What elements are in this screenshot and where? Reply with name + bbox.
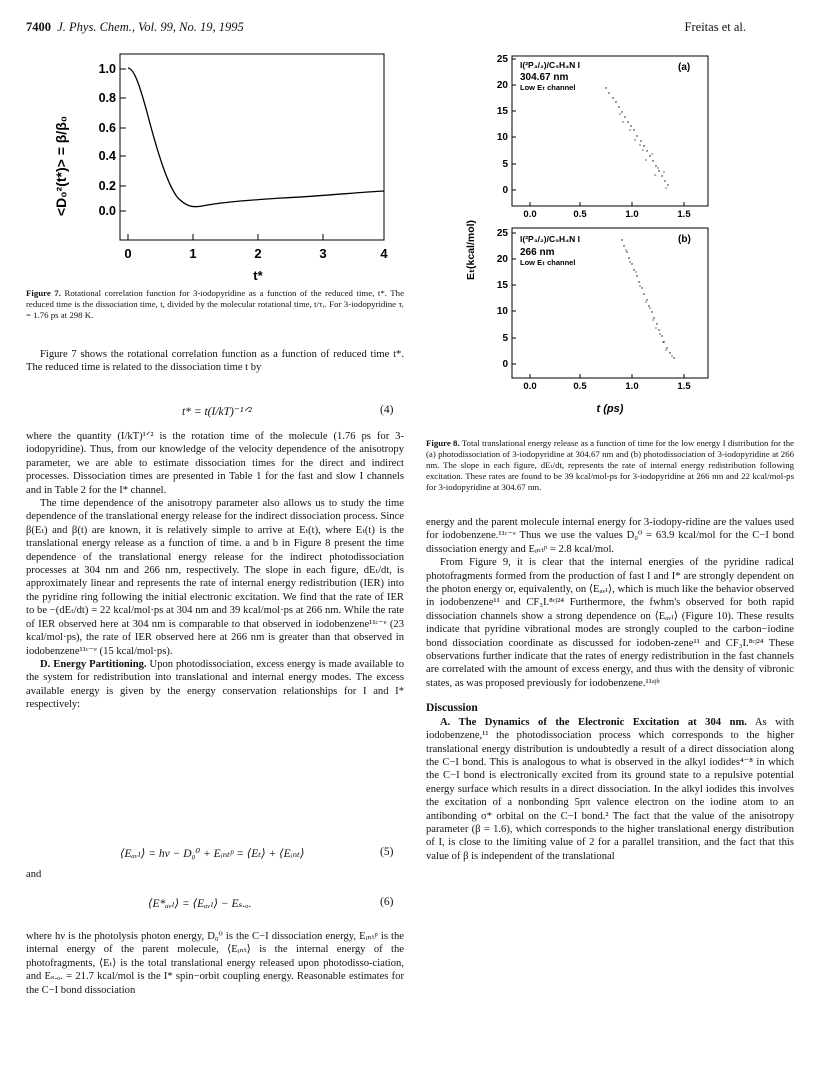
page-number: 7400 — [26, 20, 51, 34]
fig7-xticks — [124, 234, 388, 261]
fig7-frame — [120, 54, 384, 240]
fig8a-ytick: 15 — [496, 106, 508, 117]
fig8b-xtick: 0.5 — [573, 381, 587, 392]
fig8b-wavelength: 266 nm — [520, 247, 555, 258]
left-column-bottom — [26, 930, 404, 997]
fig8b-ytick: 0 — [502, 359, 508, 370]
fig8a-channel: Low Eₜ channel — [520, 83, 576, 92]
fig7-ytick: 0.0 — [98, 204, 116, 218]
fig8b-xtick: 1.0 — [625, 381, 639, 392]
fig8a-ytick: 5 — [502, 159, 508, 170]
equation-6: ⟨E*ₐᵥₗ⟩ = ⟨Eₐᵥₗ⟩ − Eₛ.ₒ. — [148, 898, 252, 910]
para-rotation-time: where the quantity (I/kT)¹ᐟ² is the rotation time of the molecule (1.76 ps for 3-iodopyridine). Thus, from our knowledge of the velocity dependence of the anisotropy parameter, we are able to estimate dissociation times for the direct and indirect processes. Dissociation times are presented in Table 1 for the fast and slow I channels and in Table 2 for the I* channel. — [26, 431, 404, 496]
fig7-ylabel — [53, 116, 69, 216]
fig8-xlabel: t (ps) — [596, 403, 624, 415]
fig8b-scatter — [621, 239, 674, 358]
fig7-yticks — [99, 62, 126, 218]
fig8b-ytick: 15 — [496, 280, 508, 291]
left-column-mid — [26, 430, 404, 712]
fig7-xtick: 2 — [254, 246, 262, 261]
fig8-panel-a — [497, 54, 708, 220]
right-column — [426, 516, 794, 863]
figure-7-caption — [26, 288, 404, 321]
para-iodobenzene-values: energy and the parent molecule internal energy for 3-iodopy-ridine are the values used for iodobenzene.¹¹ᶜ⁻ᵉ Thus we use the values D₀⁰ = 63.9 kcal/mol for the C−I bond dissociation energy and Eᵢₙₜᵖ = 2.8 kcal/mol. — [426, 517, 794, 555]
fig8a-ytick: 0 — [502, 185, 508, 196]
para-dynamics-304 — [426, 716, 794, 863]
para-energy-partitioning — [26, 658, 404, 712]
figure-8-plot — [460, 50, 720, 432]
fig8a-ytick: 20 — [496, 80, 508, 91]
fig8a-xtick: 1.5 — [677, 209, 691, 220]
running-header — [26, 20, 244, 35]
fig7-ytick: 0.8 — [98, 91, 116, 105]
fig8-ylabel — [465, 220, 477, 280]
fig7-ytick: 0.2 — [98, 179, 116, 193]
fig8b-xtick: 0.0 — [523, 381, 537, 392]
figure-8-caption-text: Total translational energy release as a function of time for the low energy I distribution for the (a) photodissociation of 3-iodopyridine at 304.67 nm and (b) photodissociation of 3-iodopyridine at 266 nm. The slope in each figure, dEₜ/dt, represents the rate of internal energy redistribution following excitation. These rates are found to be 39 kcal/mol-ps for 3-iodopyridine at 266 nm and 22 kcal/mol-ps for 3-iodopyridine at 304.67 nm. — [426, 438, 795, 492]
fig8a-ytick: 25 — [496, 54, 508, 65]
fig7-xtick: 0 — [124, 246, 132, 261]
figure-7-label: Figure 7. — [26, 288, 61, 298]
para-dynamics-304-text: As with iodobenzene,¹¹ the photodissociation process which corresponds to the higher translational energy distribution is undoubtedly a result of a direct dissociation along the C−I bond. This is analogous to what is observed in the alkyl iodides⁴⁻⁸ in which the C−I bond is electronically excited from its ground state to a repulsive potential energy surface which results in a direct dissociation. In the alkyl iodides this involves the excitation of a nonbonding 5pπ valence electron on the iodine atom to an antibonding σ* orbital on the C−I bond.² The fact that the value of the anisotropy parameter (β = 1.6), which corresponds to the higher translational energy distribution of I, is close to the limiting value of 2 for a parallel transition, and the fact that this value of β is independent of the translational — [426, 716, 794, 862]
svg-text:<D₀²(t*)> = β/β₀: <D₀²(t*)> = β/β₀ — [53, 115, 69, 217]
fig8b-ytick: 10 — [496, 306, 508, 317]
fig8a-xtick: 0.5 — [573, 209, 587, 220]
equation-6-number: (6) — [380, 896, 394, 908]
section-heading-d: D. Energy Partitioning. — [40, 658, 147, 670]
fig8a-xtick: 0.0 — [523, 209, 537, 220]
discussion-heading: Discussion — [426, 702, 478, 715]
fig8b-xtick: 1.5 — [677, 381, 691, 392]
equation-4: t* = t(I/kT)⁻¹ᐟ² — [182, 406, 252, 418]
fig7-xlabel: t* — [253, 268, 263, 283]
figure-7-caption-text: Rotational correlation function for 3-iodopyridine as a function of the reduced time, t*. The reduced time is the dissociation time, t, divided by the molecular rotational time, t/τᵣ. For 3-iodopyridine τᵣ = 1.76 ps at 298 K. — [26, 288, 404, 320]
fig8a-title: I(²P₃/₂)/C₅H₄N I — [520, 60, 581, 70]
journal-citation: J. Phys. Chem., Vol. 99, No. 19, 1995 — [57, 20, 244, 34]
fig7-ytick: 0.6 — [98, 121, 116, 135]
para-figure-9: From Figure 9, it is clear that the internal energies of the pyridine radical photofragments formed from the production of fast I and I* are strongly dependent on the photon energy or, equivalently, on ⟨Eₐᵥₗ⟩, which is much like the behavior observed in iodobenzene¹¹ and CF₃I.⁸ᶜʲ²⁴ Furthermore, the fwhm's observed for both rapid dissociation channels show a strong dependence on ⟨Eₐᵥₗ⟩ (Figure 10). These results indicate that pyridine vibrational modes are strongly coupled to the carbon−iodine bond dissociation coordinate as discussed for iodoben-zene¹¹ and CF₃I.⁸ᶜʲ²⁴ These observations further indicate that the rates of energy redistribution in the fast channels are correlated with the amount of excess energy, and thus with the density of vibronic states, as was proposed previously for iodobenzene.¹¹ᵃʲᵇ — [426, 557, 794, 689]
fig7-xtick: 1 — [189, 246, 197, 261]
fig8b-label: (b) — [678, 234, 691, 245]
figure-8-label: Figure 8. — [426, 438, 460, 448]
fig8a-wavelength: 304.67 nm — [520, 72, 569, 83]
section-heading-a: A. The Dynamics of the Electronic Excitation at 304 nm. — [440, 716, 747, 728]
and-word: and — [26, 869, 42, 880]
para-energy-partitioning-text: Upon photodissociation, excess energy is made available to the system for redistribution into translational and internal energy modes. The excess available energy is given by the energy conservation relationships for I and I* respectively: — [26, 658, 404, 711]
fig8b-title: I(²P₃/₂)/C₅H₄N I — [520, 234, 581, 244]
fig8b-ytick: 20 — [496, 254, 508, 265]
fig8a-label: (a) — [678, 62, 691, 73]
fig8b-ytick: 25 — [496, 228, 508, 239]
para-fig7-intro: Figure 7 shows the rotational correlation function as a function of reduced time t*. The reduced time is related to the dissociation time t by — [26, 349, 404, 374]
fig8-panel-b — [497, 228, 708, 392]
fig7-ytick: 0.4 — [98, 149, 116, 163]
equation-5: ⟨Eₐᵥₗ⟩ = hν − D₀⁰ + Eᵢₙₜᵖ = ⟨Eₜ⟩ + ⟨Eᵢₙₜ⟩ — [120, 848, 305, 860]
fig8b-ytick: 5 — [502, 333, 508, 344]
fig7-xtick: 4 — [380, 246, 388, 261]
equation-5-number: (5) — [380, 846, 394, 858]
fig8a-scatter — [605, 87, 668, 188]
equation-4-number: (4) — [380, 404, 394, 416]
svg-text:Eₜ(kcal/mol): Eₜ(kcal/mol) — [465, 219, 477, 281]
author-header: Freitas et al. — [684, 20, 746, 34]
para-energy-definitions: where hν is the photolysis photon energy, D₀⁰ is the C−I dissociation energy, Eᵢₙₜᵖ is the internal energy of the parent molecule, ⟨Eᵢₙₜ⟩ is the internal energy of the photofragments, ⟨Eₜ⟩ is the total translational energy released upon photodisso-ciation, and Eₛ.ₒ. = 21.7 kcal/mol is the I* spin−orbit coupling energy. Reasonable estimates for the C−I bond dissociation — [26, 931, 404, 996]
fig8a-xtick: 1.0 — [625, 209, 639, 220]
figure-7-plot — [22, 46, 402, 286]
figure-8-caption — [426, 438, 794, 493]
fig7-ytick: 1.0 — [98, 62, 116, 76]
left-column-top — [26, 348, 404, 375]
fig7-xtick: 3 — [319, 246, 327, 261]
fig7-correlation-curve — [128, 68, 384, 207]
fig8b-channel: Low Eₜ channel — [520, 258, 576, 267]
fig8a-ytick: 10 — [496, 132, 508, 143]
para-time-dependence: The time dependence of the anisotropy parameter also allows us to study the time dependence of the translational energy release for the indirect dissociation process. Since β(Eₜ) and β(t) are known, it is relatively simple to arrive at Eₜ(t), where Eₜ(t) is the translational energy release as a function of time. a and b in Figure 8 present the time dependence of the translational energy release for the indirect photodissociation processes at 304 nm and 266 nm, respectively. The slope in each figure, dEₜ/dt, is approximately linear and represents the rate of internal energy redistribution (IER) into the pyridine ring following the initial electronic excitation. We find that the rate of IER to be −(dEₜ/dt) = 22 kcal/mol·ps at 304 nm and 39 kcal/mol·ps at 266 nm. While the rate of IER observed here at 304 nm is comparable to that observed in iodobenzene¹¹ᶜ⁻ᵉ (23 kcal/mol·ps), the rate of IER observed here at 266 nm is greater than that observed in iodobenzene¹¹ᶜ⁻ᵉ (15 kcal/mol·ps). — [26, 498, 404, 657]
